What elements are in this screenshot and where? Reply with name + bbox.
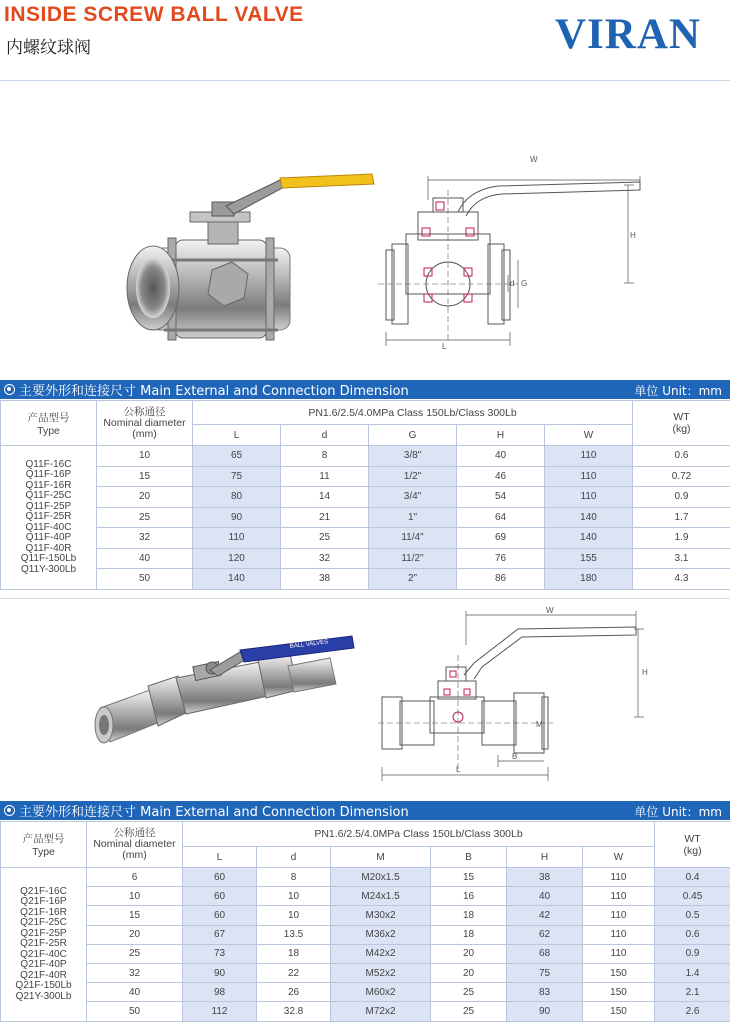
table-cell: M52x2 (331, 963, 431, 982)
table-cell: 120 (193, 548, 281, 569)
type-list-cell (1, 446, 97, 590)
table-cell: 60 (183, 868, 257, 887)
type-item: Q11F-25P (25, 500, 72, 512)
table-cell: 140 (545, 528, 633, 549)
table-cell: 18 (431, 906, 507, 925)
table-cell: 50 (87, 1002, 183, 1021)
type-header-2: 产品型号 Type (1, 822, 87, 868)
table-cell: 65 (193, 446, 281, 467)
table-cell: 18 (431, 925, 507, 944)
table-cell: 2" (369, 569, 457, 590)
table-cell: 90 (183, 963, 257, 982)
table-cell: 11 (281, 466, 369, 487)
table-cell: 26 (257, 983, 331, 1002)
type-item: Q11F-40P (25, 532, 72, 543)
table-cell: 110 (583, 944, 655, 963)
table-cell: 25 (97, 507, 193, 528)
table-cell: 0.4 (655, 868, 730, 887)
table-cell: 25 (87, 944, 183, 963)
table-cell: 25 (431, 983, 507, 1002)
dim-label-h2: H (642, 668, 648, 677)
section-divider (0, 598, 730, 599)
type-item: Q21Y-300Lb (15, 990, 72, 1002)
section2-banner (0, 801, 730, 820)
table-cell: 90 (193, 507, 281, 528)
table-cell: 110 (545, 487, 633, 508)
table-cell: 46 (457, 466, 545, 487)
col-w-2: W (583, 847, 655, 868)
table-cell: 90 (507, 1002, 583, 1021)
type-list-cell (1, 868, 87, 1022)
table-cell: 0.45 (655, 887, 730, 906)
table-row (1, 528, 730, 549)
table-row (1, 466, 730, 487)
table-cell: 10 (97, 446, 193, 467)
table-row (1, 906, 730, 925)
table-cell: 0.5 (655, 906, 730, 925)
table-cell: 15 (87, 906, 183, 925)
table-cell: 62 (507, 925, 583, 944)
table-cell: 20 (431, 944, 507, 963)
table-cell: 40 (507, 887, 583, 906)
table-cell: M36x2 (331, 925, 431, 944)
table-cell: 64 (457, 507, 545, 528)
type-item: Q11F-16C (25, 458, 72, 470)
type-item: Q21F-25R (20, 938, 67, 949)
table-cell: 21 (281, 507, 369, 528)
table-cell: 10 (257, 887, 331, 906)
table-cell: 10 (257, 906, 331, 925)
table-cell: 110 (583, 887, 655, 906)
table-cell: 6 (87, 868, 183, 887)
col-d-2: d (257, 847, 331, 868)
table-cell: 86 (457, 569, 545, 590)
table-cell: 69 (457, 528, 545, 549)
section1-unit: 单位 Unit：mm (634, 384, 722, 398)
table-row (1, 487, 730, 508)
dim-label-l: L (442, 342, 447, 351)
table-cell: 10 (87, 887, 183, 906)
table-cell: 4.3 (633, 569, 730, 590)
brand-logo: VIRAN (555, 11, 701, 58)
table-cell: 0.9 (655, 944, 730, 963)
weight-header: WT (kg) (633, 401, 730, 446)
table-row (1, 569, 730, 590)
section2-unit: 单位 Unit：mm (634, 805, 722, 819)
table-cell: 15 (97, 466, 193, 487)
table-cell: 67 (183, 925, 257, 944)
table-cell: 76 (457, 548, 545, 569)
table-row (1, 887, 730, 906)
table-cell: 1.7 (633, 507, 730, 528)
table-cell: 155 (545, 548, 633, 569)
table-row (1, 868, 730, 887)
table-cell: 40 (457, 446, 545, 467)
dim-label-m: M (536, 720, 543, 729)
type-item: Q21F-40C (20, 948, 67, 960)
section1-banner (0, 380, 730, 399)
table-cell: 2.1 (655, 983, 730, 1002)
union-ball-valve-photo (90, 630, 360, 770)
table-cell: 42 (507, 906, 583, 925)
table-cell: 75 (507, 963, 583, 982)
dim-label-b: B (512, 752, 518, 761)
col-m-2: M (331, 847, 431, 868)
table-row (1, 963, 730, 982)
table-cell: M30x2 (331, 906, 431, 925)
dim-label-w2: W (546, 606, 554, 615)
page-title: INSIDE SCREW BALL VALVE (4, 3, 304, 26)
type-item: Q11F-40R (25, 542, 72, 554)
type-item: Q21F-25P (20, 927, 67, 939)
type-item: Q11F-25R (25, 511, 72, 522)
type-item: Q21F-16R (20, 906, 67, 918)
type-item: Q11F-16R (25, 479, 72, 491)
table-row (1, 983, 730, 1002)
table-cell: 110 (545, 446, 633, 467)
table-cell: 0.9 (633, 487, 730, 508)
table-cell: 32 (97, 528, 193, 549)
dim-label-d: d (510, 279, 515, 288)
table-cell: 15 (431, 868, 507, 887)
table-cell: 110 (193, 528, 281, 549)
table-cell: M72x2 (331, 1002, 431, 1021)
col-w: W (545, 425, 633, 446)
table-cell: 110 (545, 466, 633, 487)
table-cell: 40 (97, 548, 193, 569)
table-cell: 75 (193, 466, 281, 487)
table-cell: 11/2" (369, 548, 457, 569)
table-cell: M42x2 (331, 944, 431, 963)
table-cell: 110 (583, 925, 655, 944)
table-cell: 150 (583, 983, 655, 1002)
table-cell: 22 (257, 963, 331, 982)
section2-banner-text: 主要外形和连接尺寸 Main External and Connection Dimension (19, 805, 409, 820)
col-h-2: H (507, 847, 583, 868)
header-divider (0, 80, 730, 81)
dim-label-l2: L (456, 765, 461, 774)
type-header: 产品型号 Type (1, 401, 97, 446)
type-item: Q21F-40P (20, 959, 67, 970)
table-cell: 32 (87, 963, 183, 982)
table-cell: 14 (281, 487, 369, 508)
table-cell: 1" (369, 507, 457, 528)
table-cell: 50 (97, 569, 193, 590)
table-cell: 2.6 (655, 1002, 730, 1021)
table-cell: 32 (281, 548, 369, 569)
table-cell: M20x1.5 (331, 868, 431, 887)
section1-dimension-table (0, 400, 730, 590)
table-cell: 98 (183, 983, 257, 1002)
table-cell: 38 (507, 868, 583, 887)
table-cell: 3.1 (633, 548, 730, 569)
table-cell: M24x1.5 (331, 887, 431, 906)
table-cell: 25 (281, 528, 369, 549)
table-row (1, 507, 730, 528)
dim-label-h: H (630, 231, 636, 240)
table-cell: 140 (545, 507, 633, 528)
type-item: Q11F-16P (25, 469, 72, 480)
col-h: H (457, 425, 545, 446)
table-cell: 1.4 (655, 963, 730, 982)
type-item: Q21F-150Lb (15, 980, 72, 991)
type-item: Q21F-25C (20, 917, 67, 928)
table-cell: 3/4" (369, 487, 457, 508)
table-cell: 8 (257, 868, 331, 887)
nominal-diameter-header: 公称通径 Nominal diameter (mm) (97, 401, 193, 446)
table-cell: 110 (583, 868, 655, 887)
table-cell: 1.9 (633, 528, 730, 549)
table-cell: 8 (281, 446, 369, 467)
table-cell: 20 (87, 925, 183, 944)
table-cell: 60 (183, 906, 257, 925)
table-cell: 54 (457, 487, 545, 508)
table-row (1, 446, 730, 467)
col-g: G (369, 425, 457, 446)
bullet-circle-icon (4, 805, 15, 816)
table-cell: 140 (193, 569, 281, 590)
table-cell: 13.5 (257, 925, 331, 944)
table-cell: 68 (507, 944, 583, 963)
table-cell: 25 (431, 1002, 507, 1021)
table-cell: M60x2 (331, 983, 431, 1002)
table-cell: 40 (87, 983, 183, 1002)
type-item: Q11F-25C (25, 490, 72, 501)
table-cell: 20 (97, 487, 193, 508)
bullet-circle-icon (4, 384, 15, 395)
table-cell: 60 (183, 887, 257, 906)
table-cell: 1/2" (369, 466, 457, 487)
ball-valve-photo (120, 170, 380, 360)
table-cell: 3/8" (369, 446, 457, 467)
col-l: L (193, 425, 281, 446)
table-cell: 32.8 (257, 1002, 331, 1021)
dim-label-w: W (530, 155, 538, 164)
table-cell: 73 (183, 944, 257, 963)
table-cell: 150 (583, 1002, 655, 1021)
table-cell: 38 (281, 569, 369, 590)
table-cell: 110 (583, 906, 655, 925)
pressure-class-header: PN1.6/2.5/4.0MPa Class 150Lb/Class 300Lb (193, 401, 633, 425)
page-subtitle-cn: 内螺纹球阀 (6, 38, 91, 58)
table-row (1, 925, 730, 944)
table-row (1, 1002, 730, 1021)
table-cell: 0.6 (655, 925, 730, 944)
table-cell: 20 (431, 963, 507, 982)
type-item: Q11F-40C (25, 521, 72, 533)
table-row (1, 548, 730, 569)
handle-text: BALL VALVES (289, 639, 329, 650)
section2-dimension-table (0, 821, 730, 1022)
type-item: Q21F-40R (20, 969, 67, 981)
type-item: Q21F-16P (20, 896, 67, 907)
table-cell: 0.72 (633, 466, 730, 487)
union-valve-technical-drawing (378, 605, 668, 785)
type-item: Q21F-16C (20, 885, 67, 897)
table-row (1, 944, 730, 963)
table-cell: 112 (183, 1002, 257, 1021)
table-cell: 83 (507, 983, 583, 1002)
table-cell: 0.6 (633, 446, 730, 467)
nominal-diameter-header-2: 公称通径 Nominal diameter (mm) (87, 822, 183, 868)
table-cell: 18 (257, 944, 331, 963)
table-cell: 150 (583, 963, 655, 982)
col-b-2: B (431, 847, 507, 868)
weight-header-2: WT (kg) (655, 822, 730, 868)
col-l-2: L (183, 847, 257, 868)
table-cell: 16 (431, 887, 507, 906)
table-cell: 180 (545, 569, 633, 590)
pressure-class-header-2: PN1.6/2.5/4.0MPa Class 150Lb/Class 300Lb (183, 822, 655, 847)
valve-technical-drawing (378, 150, 648, 355)
type-item: Q11Y-300Lb (20, 563, 77, 575)
col-d: d (281, 425, 369, 446)
table-cell: 80 (193, 487, 281, 508)
section1-banner-text: 主要外形和连接尺寸 Main External and Connection Dimension (19, 384, 409, 399)
dim-label-g: G (521, 279, 528, 288)
table-cell: 11/4" (369, 528, 457, 549)
type-item: Q11F-150Lb (20, 553, 77, 564)
